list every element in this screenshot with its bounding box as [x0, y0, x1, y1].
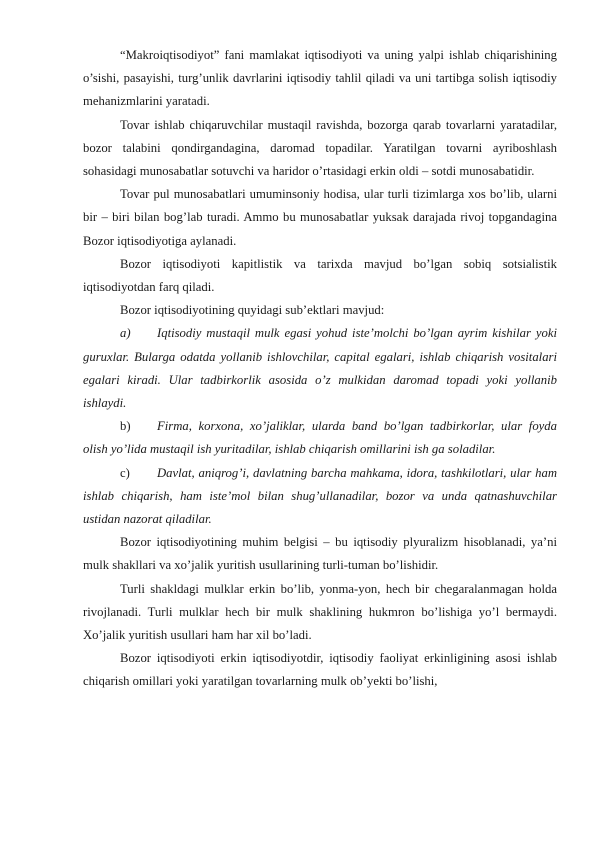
- paragraph-pluralism: Bozor iqtisodiyotining muhim belgisi – bu iqtisodiy plyuralizm hisoblanadi, ya’ni mulk shakllari va xo’jalik yuritish usullarining turli-tuman bo’lishidir.: [83, 535, 557, 573]
- document-page: [83, 44, 557, 694]
- list-marker-b: b): [120, 419, 131, 434]
- paragraph-free-economy: Bozor iqtisodiyoti erkin iqtisodiyotdir, iqtisodiy faoliyat erkinligining asosi ishlab chiqarish omillari yoki yaratilgan tovarlarning mulk ob’yekti bo’lishi,: [83, 651, 557, 689]
- list-text-a: Iqtisodiy mustaqil mulk egasi yohud iste’molchi bo’lgan ayrim kishilar yoki guruxlar. Bularga odatda yollanib ishlovchilar, capital egalari, ishlab chiqarish vositalari egalari kiradi. Ular tadbirkorlik asosida o’z mulkidan daromad topadi yoki yollanib ishlaydi.: [83, 326, 557, 411]
- paragraph-market-difference: Bozor iqtisodiyoti kapitlistik va tarixda mavjud bo’lgan sobiq sotsialistik iqtisodiyotdan farq qiladi.: [83, 256, 557, 295]
- paragraph-subjects-intro: Bozor iqtisodiyotining quyidagi sub’ektlari mavjud:: [120, 303, 385, 318]
- list-text-c: Davlat, aniqrog’i, davlatning barcha mahkama, idora, tashkilotlari, ular ham ishlab chiqarish, ham iste’mol bilan shug’ullanadilar, bozor va unda qatnashuvchilar ustidan nazorat qiladilar.: [83, 465, 557, 527]
- paragraph-property-forms: Turli shakldagi mulklar erkin bo’lib, yonma-yon, hech bir chegaralanmagan holda rivojlanadi. Turli mulklar hech bir mulk shaklining hukmron bo’lishiga yo’l bermaydi. Xo’jalik yuritish usullari ham har xil bo’ladi.: [83, 581, 557, 643]
- paragraph-producers: Tovar ishlab chiqaruvchilar mustaqil ravishda, bozorga qarab tovarlarni yaratadilar, bozor talabini qondirgandagina, daromad topadilar. Yaratilgan tovarni ayriboshlash sohasidagi munosabatlar sotuvchi va haridor o’rtasidagi erkin oldi – sotdi munosabatidir.: [83, 117, 557, 179]
- list-text-b: Firma, korxona, xo’jaliklar, ularda band bo’lgan tadbirkorlar, ular foyda olish yo’lida mustaqil ish yuritadilar, ishlab chiqarish omillarini ish ga soladilar.: [83, 419, 557, 457]
- list-item-b: [83, 415, 557, 461]
- list-marker-c: c): [120, 465, 130, 480]
- list-item-a: [83, 322, 557, 415]
- list-item-c: [83, 462, 557, 532]
- list-marker-a: a): [120, 326, 131, 341]
- paragraph-macroeconomics-intro: “Makroiqtisodiyot” fani mamlakat iqtisodiyoti va uning yalpi ishlab chiqarishining o’sishi, pasayishi, turg’unlik davrlarini iqtisodiy tahlil qiladi va uni tartibga solish iqtisodiy mehanizmlarini yaratadi.: [83, 48, 557, 109]
- paragraph-commodity-money: Tovar pul munosabatlari umuminsoniy hodisa, ular turli tizimlarga xos bo’lib, ularni bir – biri bilan bog’lab turadi. Ammo bu munosabatlar yuksak darajada rivoj topgandagina Bozor iqtisodiyotiga aylanadi.: [83, 187, 557, 248]
